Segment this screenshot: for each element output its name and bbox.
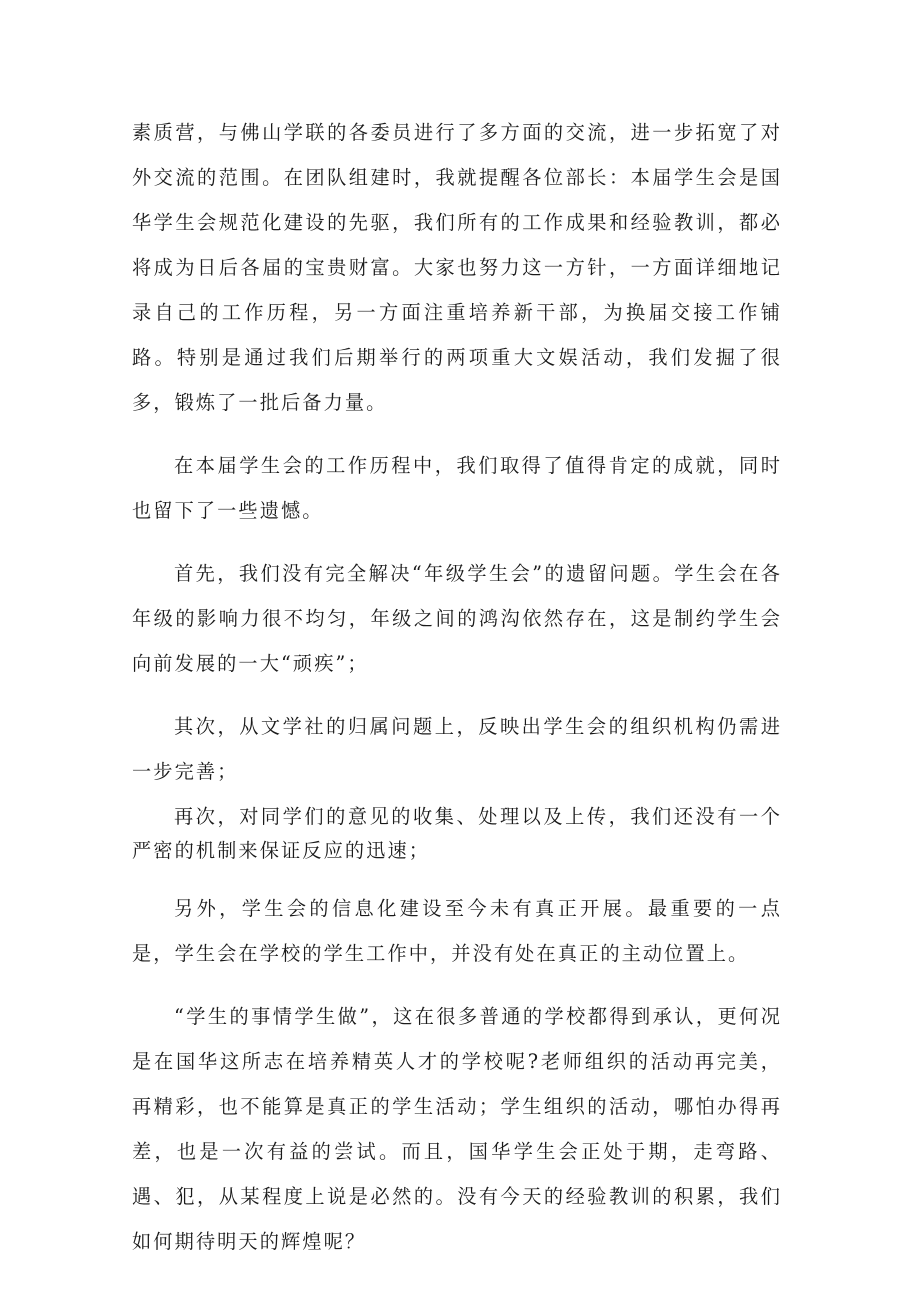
paragraph-exchange-and-team: 素质营，与佛山学联的各委员进行了多方面的交流，进一步拓宽了对外交流的范围。在团队组建时，我就提醒各位部长：本届学生会是国华学生会规范化建设的先驱，我们所有的工作成果和经验教训，都必将成为日后各届的宝贵财富。大家也努力这一方针，一方面详细地记录自己的工作历程，另一方面注重培养新干部，为换届交接工作铺路。特别是通过我们后期举行的两项重大文娱活动，我们发掘了很多，锻炼了一批后备力量。 [132, 121, 782, 414]
paragraph-first-issue: 首先，我们没有完全解决“年级学生会”的遗留问题。学生会在各年级的影响力很不均匀，年级之间的鸿沟依然存在，这是制约学生会向前发展的一大“顽疾”； [132, 562, 782, 675]
paragraph-other-issue: 另外，学生会的信息化建设至今未有真正开展。最重要的一点是，学生会在学校的学生工作中，并没有处在真正的主动位置上。 [132, 897, 782, 965]
paragraph-second-issue: 其次，从文学社的归属问题上，反映出学生会的组织机构仍需进一步完善； [132, 715, 782, 783]
paragraph-achievements-and-regrets: 在本届学生会的工作历程中，我们取得了值得肯定的成就，同时也留下了一些遗憾。 [132, 454, 782, 522]
paragraph-third-issue: 再次，对同学们的意见的收集、处理以及上传，我们还没有一个严密的机制来保证反应的迅速； [132, 805, 782, 862]
document-body [132, 110, 782, 1264]
paragraph-student-affairs: “学生的事情学生做”，这在很多普通的学校都得到承认，更何况是在国华这所志在培养精英人才的学校呢?老师组织的活动再完美，再精彩，也不能算是真正的学生活动；学生组织的活动，哪怕办得再差，也是一次有益的尝试。而且，国华学生会正处于期，走弯路、遇、犯，从某程度上说是必然的。没有今天的经验教训的积累，我们如何期待明天的辉煌呢？ [132, 1005, 782, 1253]
